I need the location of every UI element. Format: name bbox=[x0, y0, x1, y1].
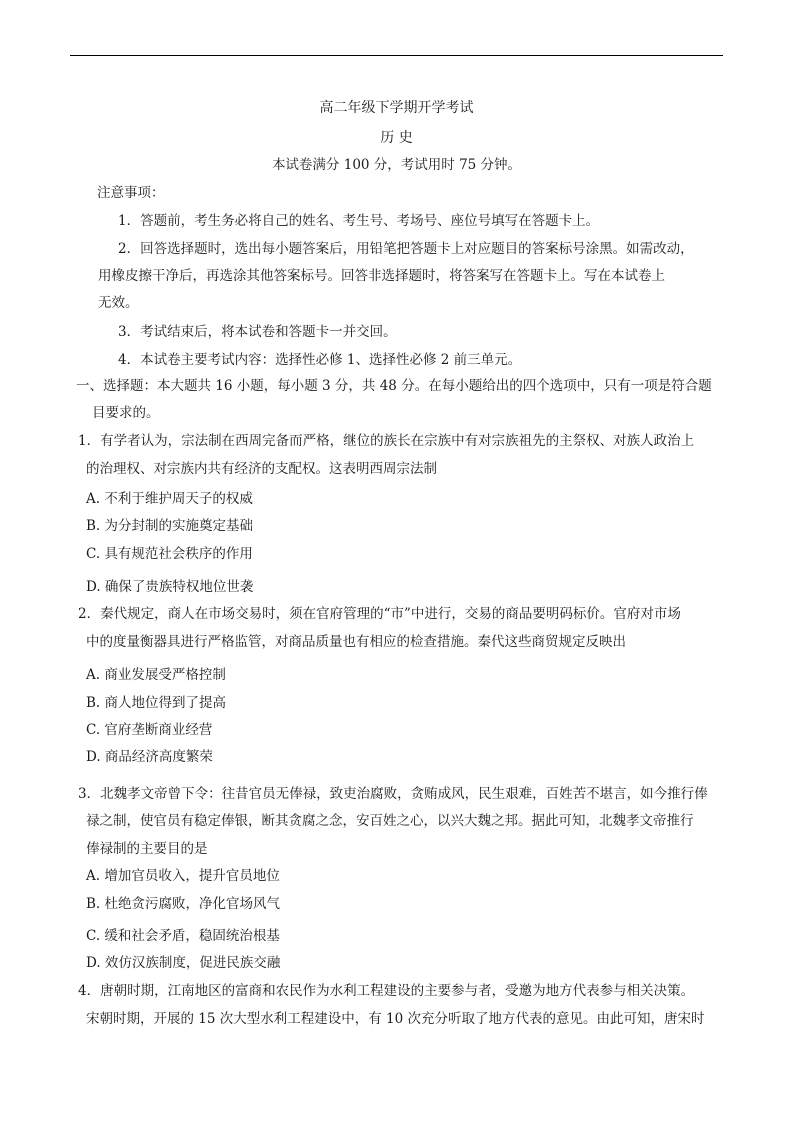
question-stem: 1．有学者认为，宗法制在西周完备而严格，继位的族长在宗族中有对宗族祖先的主祭权、对族人政治上 bbox=[78, 433, 695, 449]
question-stem: 3．北魏孝文帝曾下令：往昔官员无俸禄，致吏治腐败，贪贿成风，民生艰难，百姓苦不堪言，如今推行俸 bbox=[78, 786, 708, 802]
note-item: 2．回答选择题时，选出每小题答案后，用铅笔把答题卡上对应题目的答案标号涂黑。如需改动， bbox=[118, 241, 694, 257]
question-stem: 2．秦代规定，商人在市场交易时，须在官府管理的“市”中进行，交易的商品要明码标价。官府对市场 bbox=[78, 606, 681, 622]
option-a: A. 商业发展受严格控制 bbox=[86, 667, 226, 683]
option-a: A. 增加官员收入，提升官员地位 bbox=[86, 868, 280, 884]
question-stem: 的治理权、对宗族内共有经济的支配权。这表明西周宗法制 bbox=[86, 461, 437, 477]
option-b: B. 杜绝贪污腐败，净化官场风气 bbox=[86, 896, 281, 912]
option-d: D. 确保了贵族特权地位世袭 bbox=[86, 579, 254, 595]
option-b: B. 为分封制的实施奠定基础 bbox=[86, 518, 254, 534]
section-heading: 一、选择题：本大题共 16 小题，每小题 3 分，共 48 分。在每小题给出的四个选项中，只有一项是符合题 bbox=[76, 378, 712, 394]
option-a: A. 不利于维护周天子的权威 bbox=[86, 491, 253, 507]
exam-title: 高二年级下学期开学考试 bbox=[319, 100, 474, 116]
note-item: 用橡皮擦干净后，再选涂其他答案标号。回答非选择题时，将答案写在答题卡上。写在本试卷上 bbox=[98, 268, 665, 284]
section-heading: 目要求的。 bbox=[92, 405, 160, 421]
note-item: 无效。 bbox=[98, 295, 139, 311]
option-b: B. 商人地位得到了提高 bbox=[86, 695, 227, 711]
question-stem: 宋朝时期，开展的 15 次大型水利工程建设中，有 10 次充分听取了地方代表的意见。由此可知，唐宋时 bbox=[86, 1011, 705, 1027]
note-item: 1．答题前，考生务必将自己的姓名、考生号、考场号、座位号填写在答题卡上。 bbox=[118, 213, 600, 229]
subject-title: 历 史 bbox=[380, 130, 413, 146]
question-stem: 4．唐朝时期，江南地区的富商和农民作为水利工程建设的主要参与者，受邀为地方代表参与相关决策。 bbox=[78, 983, 695, 999]
option-c: C. 缓和社会矛盾，稳固统治根基 bbox=[86, 928, 280, 944]
option-c: C. 官府垄断商业经营 bbox=[86, 722, 213, 738]
option-d: D. 效仿汉族制度，促进民族交融 bbox=[86, 955, 281, 971]
option-d: D. 商品经济高度繁荣 bbox=[86, 749, 213, 765]
header-rule bbox=[70, 55, 723, 56]
score-info: 本试卷满分 100 分，考试用时 75 分钟。 bbox=[271, 157, 522, 173]
notes-heading: 注意事项： bbox=[97, 185, 165, 201]
option-c: C. 具有规范社会秩序的作用 bbox=[86, 546, 253, 562]
note-item: 4．本试卷主要考试内容：选择性必修 1、选择性必修 2 前三单元。 bbox=[118, 352, 522, 368]
question-stem: 俸禄制的主要目的是 bbox=[86, 841, 208, 857]
question-stem: 禄之制，使官员有稳定俸银，断其贪腐之念，安百姓之心，以兴大魏之邦。据此可知，北魏孝文帝推行 bbox=[86, 813, 694, 829]
note-item: 3．考试结束后，将本试卷和答题卡一并交回。 bbox=[118, 324, 397, 340]
question-stem: 中的度量衡器具进行严格监管，对商品质量也有相应的检查措施。秦代这些商贸规定反映出 bbox=[86, 634, 626, 650]
